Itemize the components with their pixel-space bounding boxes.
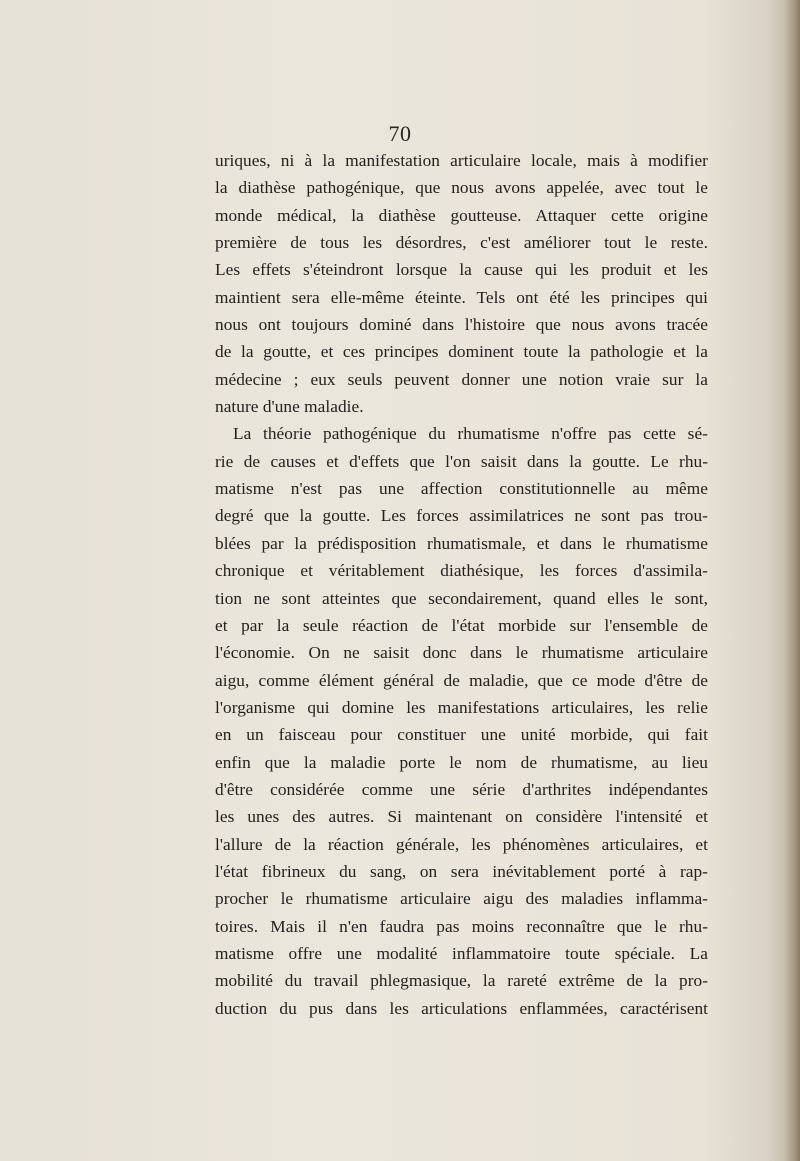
text-line: médecine ; eux seuls peuvent donner une notion vraie sur la [215,369,708,389]
text-line: duction du pus dans les articulations enflammées, caractérisent [215,998,708,1018]
text-line: maintient sera elle-même éteinte. Tels ont été les principes qui [215,287,708,307]
text-line: mobilité du travail phlegmasique, la rareté extrême de la pro- [215,971,708,991]
text-line: procher le rhumatisme articulaire aigu des maladies inflamma- [215,889,708,909]
text-line: matisme offre une modalité inflammatoire toute spéciale. La [215,943,708,963]
text-line: d'être considérée comme une série d'arthrites indépendantes [215,779,708,799]
body-text [215,147,708,1022]
paragraph-end-line: nature d'une maladie. [215,397,364,417]
text-line: enfin que la maladie porte le nom de rhumatisme, au lieu [215,752,708,772]
text-line: l'allure de la réaction générale, les phénomènes articulaires, et [215,834,708,854]
text-line: chronique et véritablement diathésique, les forces d'assimila- [215,561,708,581]
text-line: rie de causes et d'effets que l'on saisit dans la goutte. Le rhu- [215,451,708,471]
text-line: l'économie. On ne saisit donc dans le rhumatisme articulaire [215,643,708,663]
text-line: toires. Mais il n'en faudra pas moins reconnaître que le rhu- [215,916,708,936]
text-line: de la goutte, et ces principes dominent toute la pathologie et la [215,342,708,362]
text-line: nous ont toujours dominé dans l'histoire que nous avons tracée [215,315,708,335]
text-line: aigu, comme élément général de maladie, que ce mode d'être de [215,670,708,690]
page-edge-shadow [784,0,800,1161]
text-line: blées par la prédisposition rhumatismale, et dans le rhumatisme [215,533,708,553]
text-line: matisme n'est pas une affection constitutionnelle au même [215,479,708,499]
text-line: degré que la goutte. Les forces assimilatrices ne sont pas trou- [215,506,708,526]
text-line: Les effets s'éteindront lorsque la cause qui les produit et les [215,260,708,280]
text-line: la diathèse pathogénique, que nous avons appelée, avec tout le [215,178,708,198]
paragraph-start-line: La théorie pathogénique du rhumatisme n'offre pas cette sé- [233,424,708,444]
text-line: en un faisceau pour constituer une unité morbide, qui fait [215,725,708,745]
page-number: 70 [388,121,412,146]
text-line: les unes des autres. Si maintenant on considère l'intensité et [215,807,708,827]
text-line: et par la seule réaction de l'état morbide sur l'ensemble de [215,615,708,635]
text-line: uriques, ni à la manifestation articulaire locale, mais à modifier [215,151,708,170]
text-line: tion ne sont atteintes que secondairement, quand elles le sont, [215,588,708,608]
text-line: l'organisme qui domine les manifestations articulaires, les relie [215,697,708,717]
text-line: l'état fibrineux du sang, on sera inévitablement porté à rap- [215,861,708,881]
text-line: première de tous les désordres, c'est améliorer tout le reste. [215,233,708,253]
text-line: monde médical, la diathèse goutteuse. Attaquer cette origine [215,205,708,225]
